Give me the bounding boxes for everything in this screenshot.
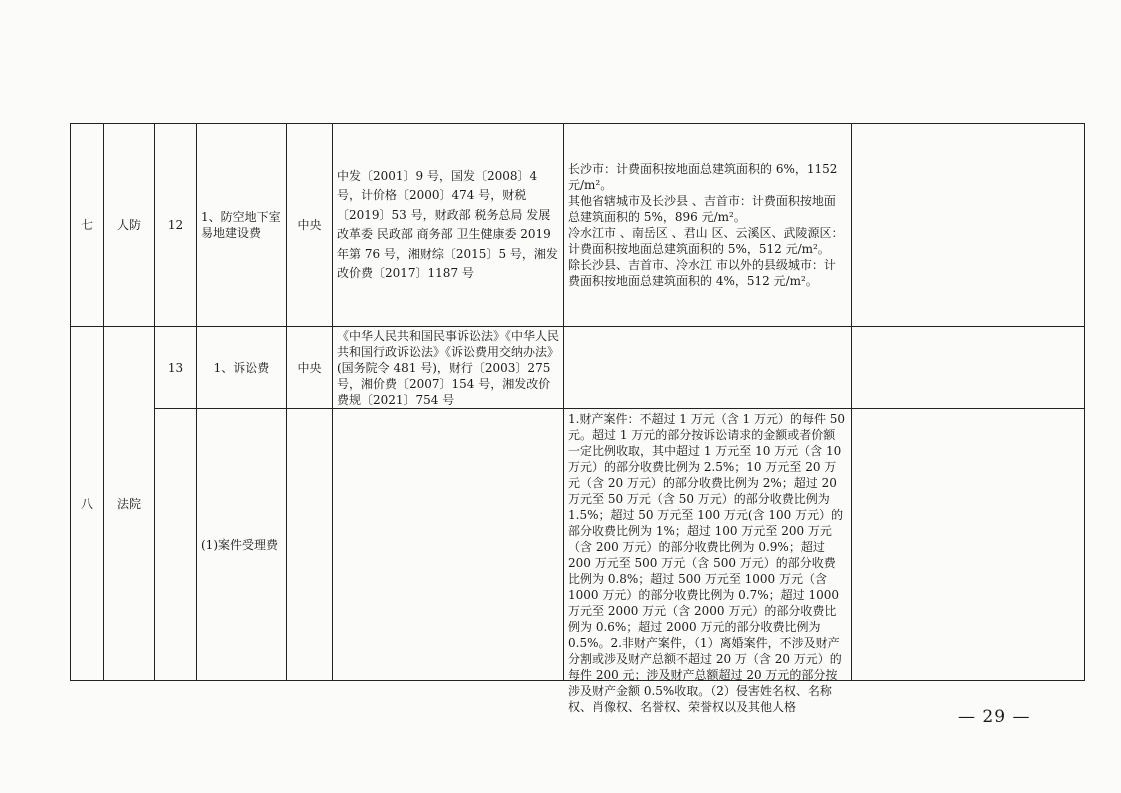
dept-cell: 法院 <box>104 327 155 681</box>
item-cell: (1)案件受理费 <box>197 409 287 681</box>
page-number: — 29 — <box>958 707 1031 727</box>
level-cell: 中央 <box>287 327 333 409</box>
level-cell-empty <box>287 409 333 681</box>
fee-table <box>70 123 1085 714</box>
seq-cell: 七 <box>71 124 104 327</box>
num-cell: 12 <box>155 124 197 327</box>
item-cell: 1、诉讼费 <box>197 327 287 409</box>
standard-line: 冷水江市 、南岳区 、君山 区、云溪区、武陵源区：计费面积按地面总建筑面积的 5%，512 元/m²。 <box>568 226 844 256</box>
standard-cell <box>564 124 852 327</box>
note-cell <box>852 124 1085 327</box>
standard-line: 其他省辖城市及长沙县 、吉首市：计费面积按地面总建筑面积的 5%，896 元/m²。 <box>568 194 836 224</box>
level-cell: 中央 <box>287 124 333 327</box>
table-row-7 <box>71 124 1085 327</box>
item-cell: 1、防空地下室易地建设费 <box>197 124 287 327</box>
basis-cell: 《中华人民共和国民事诉讼法》《中华人民共和国行政诉讼法》《诉讼费用交纳办法》(国务院令 481 号)，财行〔2003〕275 号，湘价费〔2007〕154 号，湘发改价费规〔2021〕754 号 <box>333 327 564 409</box>
basis-cell: 中发〔2001〕9 号，国发〔2008〕4 号，计价格〔2000〕474 号，财税〔2019〕53 号，财政部 税务总局 发展改革委 民政部 商务部 卫生健康委 2019 年第 76 号，湘财综〔2015〕5 号，湘发改价费〔2017〕1187 号 <box>333 124 564 327</box>
standard-cell <box>564 327 852 409</box>
dept-cell: 人防 <box>104 124 155 327</box>
standard-line: 长沙市：计费面积按地面总建筑面积的 6%，1152 元/m²。 <box>568 162 838 192</box>
standard-line: 除长沙县、吉首市、冷水江 市以外的县级城市：计费面积按地面总建筑面积的 4%，512 元/m²。 <box>568 258 836 288</box>
standard-cell <box>564 409 852 714</box>
basis-cell-empty <box>333 409 564 681</box>
table-row-case-fee <box>71 409 1085 681</box>
seq-cell: 八 <box>71 327 104 681</box>
num-cell: 13 <box>155 327 197 409</box>
note-cell <box>852 327 1085 409</box>
num-cell-empty <box>155 409 197 681</box>
standard-text: 1.财产案件：不超过 1 万元（含 1 万元）的每件 50 元。超过 1 万元的部分按诉讼请求的金额或者价额一定比例收取，其中超过 1 万元至 10 万元（含 10 万元）的部分收费比例为 2.5%；10 万元至 20 万元（含 20 万元）的部分收费比例为 2%；超过 20 万元至 50 万元（含 50 万元）的部分收费比例为 1.5%；超过 50 万元至 100 万元(含 100 万元）的部分收费比例为 1%；超过 100 万元至 200 万元（含 200 万元）的部分收费比例为 0.9%；超过 200 万元至 500 万元（含 500 万元）的部分收费比例为 0.8%；超过 500 万元至 1000 万元（含 1000 万元）的部分收费比例为 0.7%；超过 1000 万元至 2000 万元（含 2000 万元）的部分收费比例为 0.6%；超过 2000 万元的部分收费比例为 0.5%。2.非财产案件，（1）离婚案件，不涉及财产分割或涉及财产总额不超过 20 万（含 20 万元）的每件 200 元；涉及财产总额超过 20 万元的部分按涉及财产金额 0.5%收取。（2）侵害姓名权、名称权、肖像权、名誉权、荣誉权以及其他人格 <box>568 412 846 714</box>
note-cell-empty <box>852 409 1085 681</box>
table-row-13 <box>71 327 1085 409</box>
